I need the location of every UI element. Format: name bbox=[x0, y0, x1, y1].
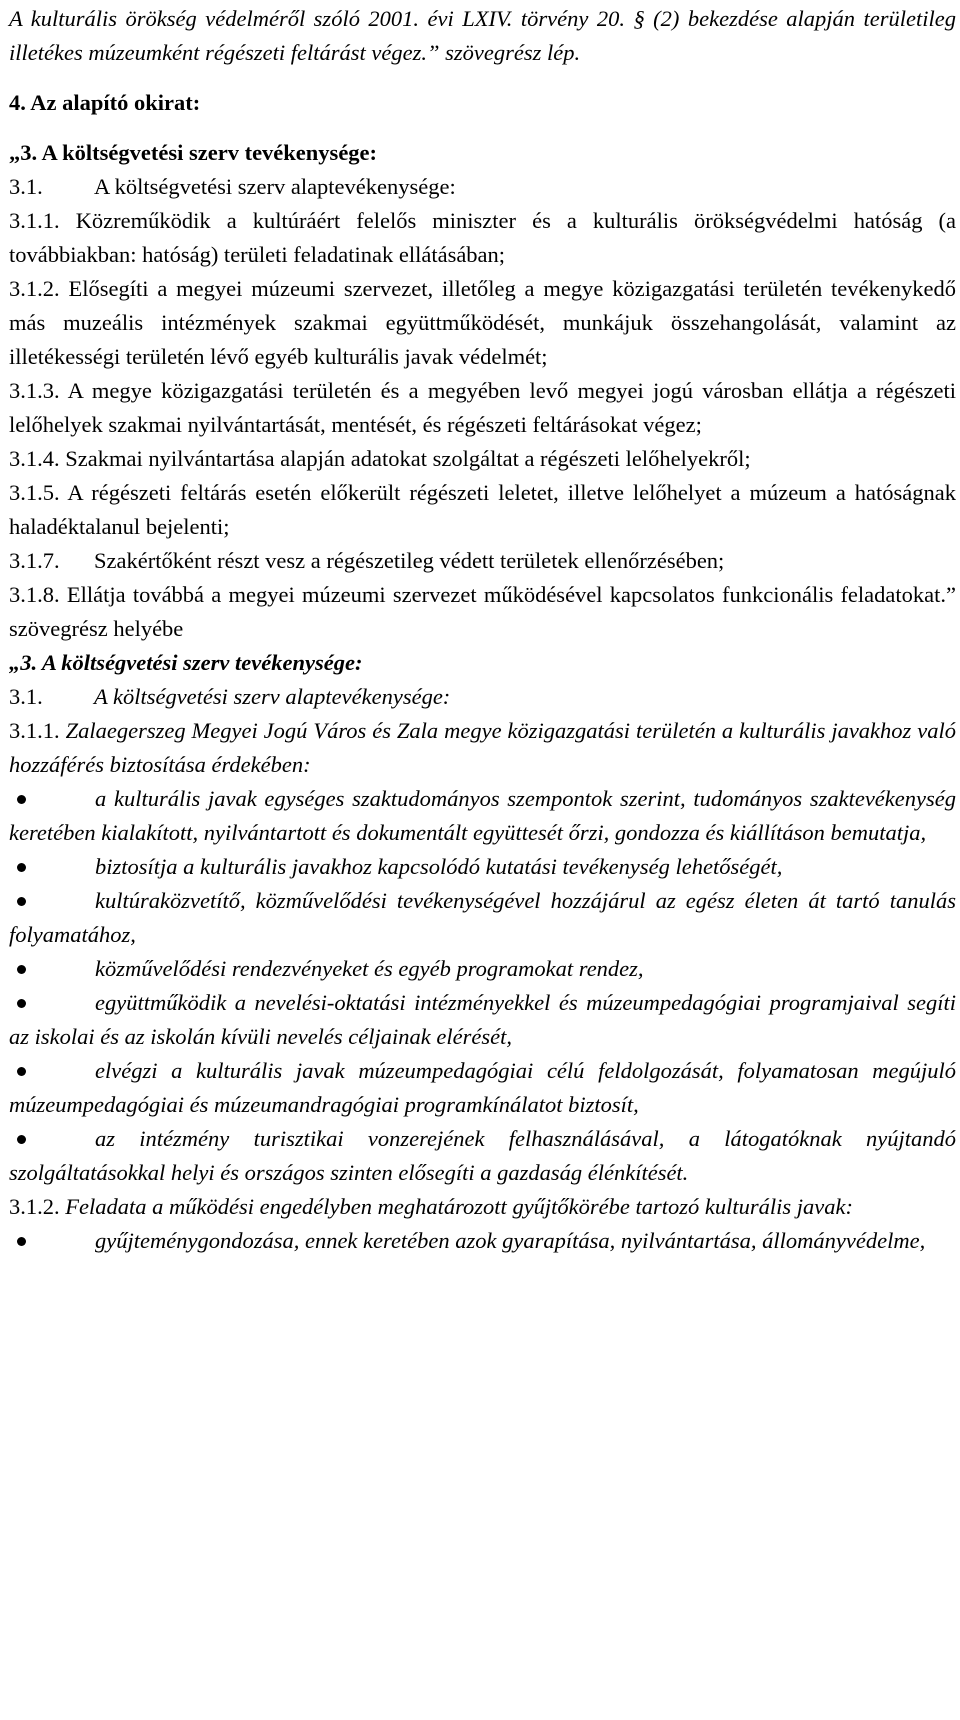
bullet-text: gyűjteménygondozása, ennek keretében azok gyarapítása, nyilvántartása, állományvédelme, bbox=[95, 1228, 926, 1253]
bullet-item bbox=[9, 1224, 956, 1258]
new-item-text: Feladata a működési engedélyben meghatározott gyűjtőkörébe tartozó kulturális javak: bbox=[65, 1194, 854, 1219]
bullet-icon bbox=[17, 863, 26, 872]
bullet-icon bbox=[17, 1135, 26, 1144]
old-item bbox=[9, 204, 956, 272]
bullet-icon bbox=[17, 965, 26, 974]
old-item bbox=[9, 476, 956, 544]
bullet-text: biztosítja a kulturális javakhoz kapcsolódó kutatási tevékenység lehetőségét, bbox=[95, 854, 783, 879]
bullet-text: az intézmény turisztikai vonzerejének felhasználásával, a látogatóknak nyújtandó szolgáltatásokkal helyi és országos szinten elősegíti a gazdaság élénkítését. bbox=[9, 1126, 956, 1185]
old-item-number: 3.1.8. bbox=[9, 582, 60, 607]
bullet-text: elvégzi a kulturális javak múzeumpedagógiai célú feldolgozását, folyamatosan megújuló múzeumpedagógiai és múzeumandragógiai programkínálatot biztosít, bbox=[9, 1058, 956, 1117]
new-item bbox=[9, 1190, 956, 1224]
intro-paragraph: A kulturális örökség védelméről szóló 2001. évi LXIV. törvény 20. § (2) bekezdése alapján területileg illetékes múzeumként régészeti feltárást végez.” szövegrész lép. bbox=[9, 6, 956, 65]
old-item bbox=[9, 374, 956, 442]
old-item-text: A megye közigazgatási területén és a megyében levő megyei jogú városban ellátja a régészeti lelőhelyek szakmai nyilvántartását, mentését, és régészeti feltárásokat végez; bbox=[9, 378, 957, 437]
old-item-text: Ellátja továbbá a megyei múzeumi szervezet működésével kapcsolatos funkcionális feladatokat.” szövegrész helyébe bbox=[9, 582, 956, 641]
bullet-text: a kulturális javak egységes szaktudományos szempontok szerint, tudományos szaktevékenység keretében kialakított, nyilvántartott és dokumentált együttesét őrzi, gondozza és kiállításon bemutatja, bbox=[9, 786, 956, 845]
bullet-item bbox=[9, 884, 956, 952]
old-section-heading: „3. A költségvetési szerv tevékenysége: bbox=[9, 140, 378, 165]
new-subsection bbox=[9, 680, 956, 714]
bullet-item bbox=[9, 782, 956, 850]
new-item-number: 3.1.1. bbox=[9, 718, 60, 743]
bullet-icon bbox=[17, 795, 26, 804]
old-item-number: 3.1.1. bbox=[9, 208, 60, 233]
old-item-text: Közreműködik a kultúráért felelős miniszter és a kulturális örökségvédelmi hatóság (a továbbiakban: hatóság) területi feladatinak ellátásában; bbox=[9, 208, 956, 267]
old-item-text: Szakmai nyilvántartása alapján adatokat szolgáltat a régészeti lelőhelyekről; bbox=[65, 446, 751, 471]
bullet-text: közművelődési rendezvényeket és egyéb programokat rendez, bbox=[95, 956, 644, 981]
new-subsection-title: A költségvetési szerv alaptevékenysége: bbox=[94, 684, 451, 709]
old-subsection bbox=[9, 170, 956, 204]
old-item-number: 3.1.3. bbox=[9, 378, 60, 403]
document-page bbox=[9, 2, 956, 1258]
old-item-number: 3.1.7. bbox=[9, 548, 60, 573]
old-subsection-title: A költségvetési szerv alaptevékenysége: bbox=[94, 174, 456, 199]
old-item bbox=[9, 442, 956, 476]
bullet-item bbox=[9, 850, 956, 884]
bullet-item bbox=[9, 986, 956, 1054]
old-item-number: 3.1.5. bbox=[9, 480, 60, 505]
new-subsection-number: 3.1. bbox=[9, 684, 43, 709]
bullet-icon bbox=[17, 897, 26, 906]
old-subsection-number: 3.1. bbox=[9, 174, 43, 199]
bullet-text: kultúraközvetítő, közművelődési tevékenységével hozzájárul az egész életen át tartó tanulás folyamatához, bbox=[9, 888, 956, 947]
old-item-text: A régészeti feltárás esetén előkerült régészeti leletet, illetve lelőhelyet a múzeum a hatóságnak haladéktalanul bejelenti; bbox=[9, 480, 956, 539]
section-4-heading: 4. Az alapító okirat: bbox=[9, 90, 201, 115]
old-item bbox=[9, 544, 956, 578]
bullet-item bbox=[9, 1054, 956, 1122]
new-item bbox=[9, 714, 956, 782]
bullet-icon bbox=[17, 1237, 26, 1246]
old-item-number: 3.1.2. bbox=[9, 276, 60, 301]
new-section-heading: „3. A költségvetési szerv tevékenysége: bbox=[9, 650, 363, 675]
old-item bbox=[9, 578, 956, 646]
bullet-item bbox=[9, 1122, 956, 1190]
old-item bbox=[9, 272, 956, 374]
new-item-number: 3.1.2. bbox=[9, 1194, 60, 1219]
new-item-text: Zalaegerszeg Megyei Jogú Város és Zala megye közigazgatási területén a kulturális javakhoz való hozzáférés biztosítása érdekében: bbox=[9, 718, 956, 777]
bullet-icon bbox=[17, 999, 26, 1008]
old-item-number: 3.1.4. bbox=[9, 446, 60, 471]
old-item-text: Szakértőként részt vesz a régészetileg védett területek ellenőrzésében; bbox=[94, 548, 725, 573]
old-item-text: Elősegíti a megyei múzeumi szervezet, illetőleg a megye közigazgatási területén tevékenykedő más muzeális intézmények szakmai együttműködését, munkájuk összehangolását, valamint az illetékességi területén lévő egyéb kulturális javak védelmét; bbox=[9, 276, 957, 369]
bullet-icon bbox=[17, 1067, 26, 1076]
bullet-item bbox=[9, 952, 956, 986]
bullet-text: együttműködik a nevelési-oktatási intézményekkel és múzeumpedagógiai programjaival segíti az iskolai és az iskolán kívüli nevelés céljainak elérését, bbox=[9, 990, 956, 1049]
